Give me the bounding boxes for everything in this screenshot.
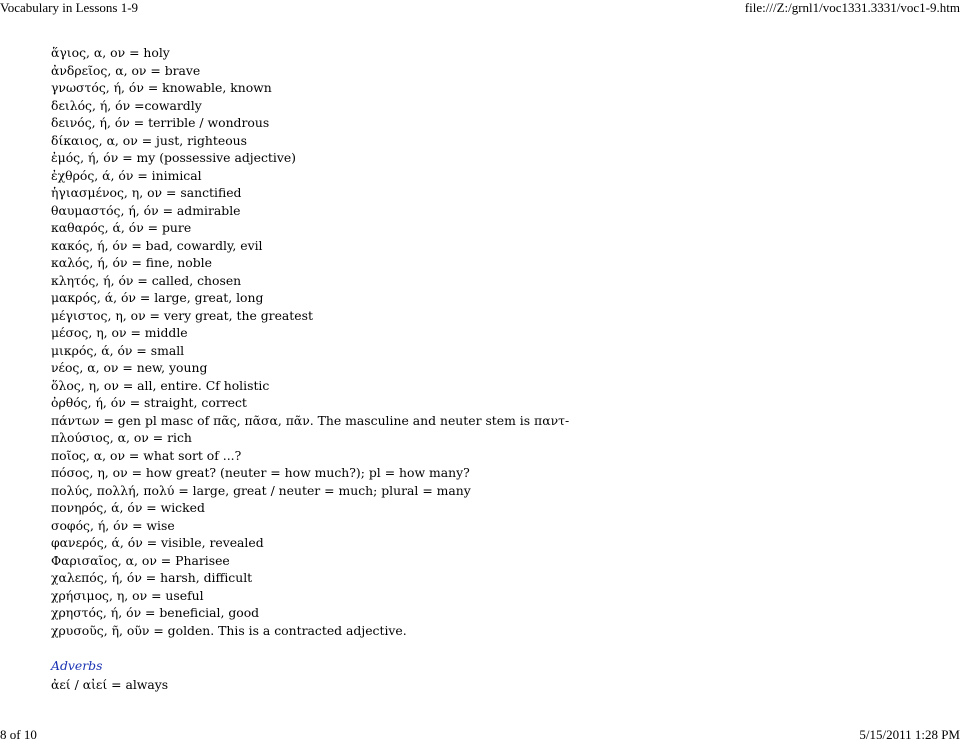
page-url: file:///Z:/grnl1/voc1331.3331/voc1-9.htm: [744, 0, 960, 15]
adverb-entry: ἀεί / αἰεί = always: [51, 677, 169, 692]
vocab-entry: πολύς, πολλή, πολύ = large, great / neuter = much; plural = many: [51, 482, 471, 498]
vocab-entry: ἐχθρός, ά, όν = inimical: [51, 167, 202, 183]
vocab-entry: δίκαιος, α, ον = just, righteous: [51, 132, 248, 148]
vocab-entry: κακός, ή, όν = bad, cowardly, evil: [51, 237, 263, 253]
page-number: 8 of 10: [0, 727, 37, 742]
vocab-entry: χαλεπός, ή, όν = harsh, difficult: [51, 570, 253, 585]
vocab-entry: μακρός, ά, όν = large, great, long: [51, 290, 264, 305]
print-datetime: 5/15/2011 1:28 PM: [859, 727, 960, 742]
vocab-entry: πονηρός, ά, όν = wicked: [51, 500, 205, 515]
vocab-entry: ἅγιος, α, ον = holy: [51, 45, 170, 60]
vocab-entry: καλός, ή, όν = fine, noble: [51, 255, 212, 270]
vocabulary-list: [51, 44, 569, 639]
vocab-entry: χρυσοῦς, ῆ, οῦν = golden. This is a contracted adjective.: [51, 622, 407, 638]
page-title: Vocabulary in Lessons 1-9: [0, 0, 139, 15]
vocab-entry: ὅλος, η, ον = all, entire. Cf holistic: [51, 377, 270, 393]
vocab-entry: χρήσιμος, η, ον = useful: [51, 587, 204, 603]
vocab-entry: πόσος, η, ον = how great? (neuter = how much?); pl = how many?: [51, 465, 470, 480]
vocab-entry: γνωστός, ή, όν = knowable, known: [51, 80, 272, 95]
vocab-entry: ἡγιασμένος, η, ον = sanctified: [51, 185, 242, 200]
vocab-entry: ποῖος, α, ον = what sort of ...?: [51, 447, 242, 463]
vocab-entry: πάντων = gen pl masc of πᾶς, πᾶσα, πᾶν. The masculine and neuter stem is παντ-: [51, 412, 570, 428]
vocab-entry: Φαρισαῖος, α, ον = Pharisee: [51, 552, 230, 568]
vocab-entry: δεινός, ή, όν = terrible / wondrous: [51, 115, 270, 130]
adverbs-heading: Adverbs: [51, 658, 103, 673]
vocab-entry: ὀρθός, ή, όν = straight, correct: [51, 395, 247, 410]
vocab-entry: πλούσιος, α, ον = rich: [51, 430, 192, 445]
vocab-entry: μικρός, ά, όν = small: [51, 342, 185, 358]
vocab-entry: θαυμαστός, ή, όν = admirable: [51, 202, 241, 218]
vocab-entry: ἀνδρεῖος, α, ον = brave: [51, 62, 201, 78]
vocab-entry: μέγιστος, η, ον = very great, the greatest: [51, 307, 313, 323]
vocab-entry: χρηστός, ή, όν = beneficial, good: [51, 605, 260, 620]
vocab-entry: νέος, α, ον = new, young: [51, 360, 208, 375]
vocab-entry: φανερός, ά, όν = visible, revealed: [51, 535, 264, 550]
vocab-entry: καθαρός, ά, όν = pure: [51, 220, 192, 235]
vocab-entry: δειλός, ή, όν =cowardly: [51, 97, 202, 113]
vocab-entry: ἐμός, ή, όν = my (possessive adjective): [51, 150, 296, 165]
vocab-entry: μέσος, η, ον = middle: [51, 325, 188, 340]
vocab-entry: σοφός, ή, όν = wise: [51, 517, 175, 533]
vocab-entry: κλητός, ή, όν = called, chosen: [51, 272, 242, 288]
